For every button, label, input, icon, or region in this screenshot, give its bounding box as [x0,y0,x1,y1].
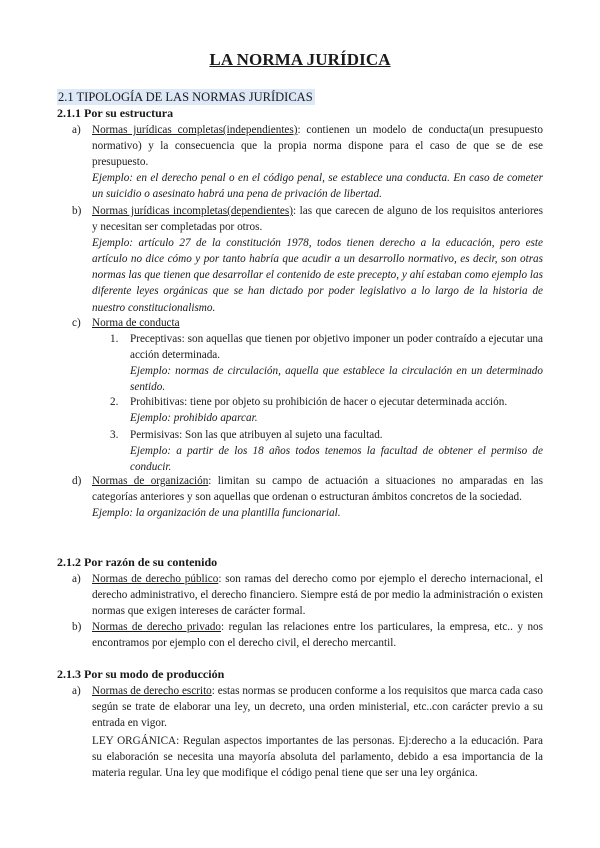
organic-law-paragraph: LEY ORGÁNICA: Regulan aspectos importantes de las personas. Ej:derecho a la educación. Para su elaboración se necesita una mayoría absoluta del parlamento, debido a esa importancia de la materia regular. Una ley que modifique el código penal tiene que ser una ley orgánica. [92,735,543,780]
list-marker: b) [72,205,82,217]
subsection-heading-production: 2.1.3 Por su modo de producción [57,667,225,681]
term: Normas de derecho escrito [92,685,212,697]
list-item-public-law [72,571,543,619]
definition: : estas normas se producen conforme a los requisitos que marca cada caso según se trate de elaborar una ley, un decreto, una orden ministerial, etc..con carácter previo a su entrada en vigor. [92,685,543,730]
item-text: Permisivas: Son las que atribuyen al sujeto una facultad. [130,429,383,441]
term: Normas de derecho público [92,573,219,585]
example: Ejemplo: normas de circulación, aquella que establece la circulación en un determinado sentido. [130,365,543,394]
definition: : son ramas del derecho como por ejemplo el derecho internacional, el derecho administrativo, el derecho financiero. Siempre está de por medio la administración o existen normas que exigen intereses de carácter formal. [92,573,543,618]
example: Ejemplo: prohibido aparcar. [130,412,258,425]
list-marker: b) [72,621,82,633]
term: Normas de organización [92,475,209,487]
item-text: Prohibitivas: tiene por objeto su prohibición de hacer o ejecutar determinada acción. [130,396,508,408]
list-item-organization-norms [72,473,544,521]
list-marker: a) [72,573,81,585]
list-marker: a) [72,124,81,136]
item-text: Preceptivas: son aquellas que tienen por objetivo imponer un poder contraído a ejecutar una acción determinada. [130,333,543,362]
definition: : contienen un modelo de conducta(un presupuesto normativo) y la consecuencia que la propia norma dispone para el caso de que se de ese presupuesto. [92,124,543,169]
term: Normas jurídicas incompletas(dependientes) [92,205,293,217]
document-title: LA NORMA JURÍDICA [209,50,391,69]
definition: : limitan su campo de actuación a situaciones no amparadas en las categorías anteriores y son aquellas que ordenan o estructuran ámbitos concretos de la sociedad. [92,475,544,504]
definition: : regulan las relaciones entre los particulares, la empresa, etc.. y nos encontramos por ejemplo con el derecho civil, el derecho mercantil. [92,621,543,650]
example: Ejemplo: en el derecho penal o en el código penal, se establece una conducta. En caso de cometer un suicidio o asesinato habrá una pena de privación de libertad. [92,172,543,201]
term: Norma de conducta [92,317,180,329]
list-marker: d) [72,475,82,487]
list-item-conduct-norm [72,315,543,331]
list-item-incomplete-norms [72,203,543,316]
list-item-written-law [72,683,543,782]
list-number: 1. [110,333,119,345]
list-number: 2. [110,396,119,408]
list-marker: a) [72,685,81,697]
list-marker: c) [72,317,81,329]
numbered-item-permisivas [110,427,543,475]
numbered-item-prohibitivas [110,394,543,426]
subsection-heading-content: 2.1.2 Por razón de su contenido [57,555,218,569]
definition: : las que carecen de alguno de los requisitos anteriores y necesitan ser completadas por otros. [92,205,543,234]
list-item-complete-norms [72,122,543,202]
list-item-private-law [72,619,543,651]
example: Ejemplo: artículo 27 de la constitución 1978, todos tienen derecho a la educación, pero este artículo no dice cómo y por tanto habría que acudir a un desarrollo normativo, es decir, son otras normas las que tienen que desarrollar el contenido de este precepto, y ahí estaban como ejemplo las diferente leyes orgánicas que se han dictado por poder legislativo a lo largo de la historia de nuestro constitucionalismo. [92,237,543,314]
term: Normas jurídicas completas(independientes) [92,124,298,136]
subsection-heading-structure: 2.1.1 Por su estructura [57,106,174,120]
term: Normas de derecho privado [92,621,221,633]
section-heading: 2.1 TIPOLOGÍA DE LAS NORMAS JURÍDICAS [58,90,313,104]
example: Ejemplo: la organización de una plantilla funcionarial. [92,507,341,520]
example: Ejemplo: a partir de los 18 años todos tenemos la facultad de obtener el permiso de conducir. [130,445,543,474]
numbered-item-preceptivas [110,331,543,395]
list-number: 3. [110,429,119,441]
